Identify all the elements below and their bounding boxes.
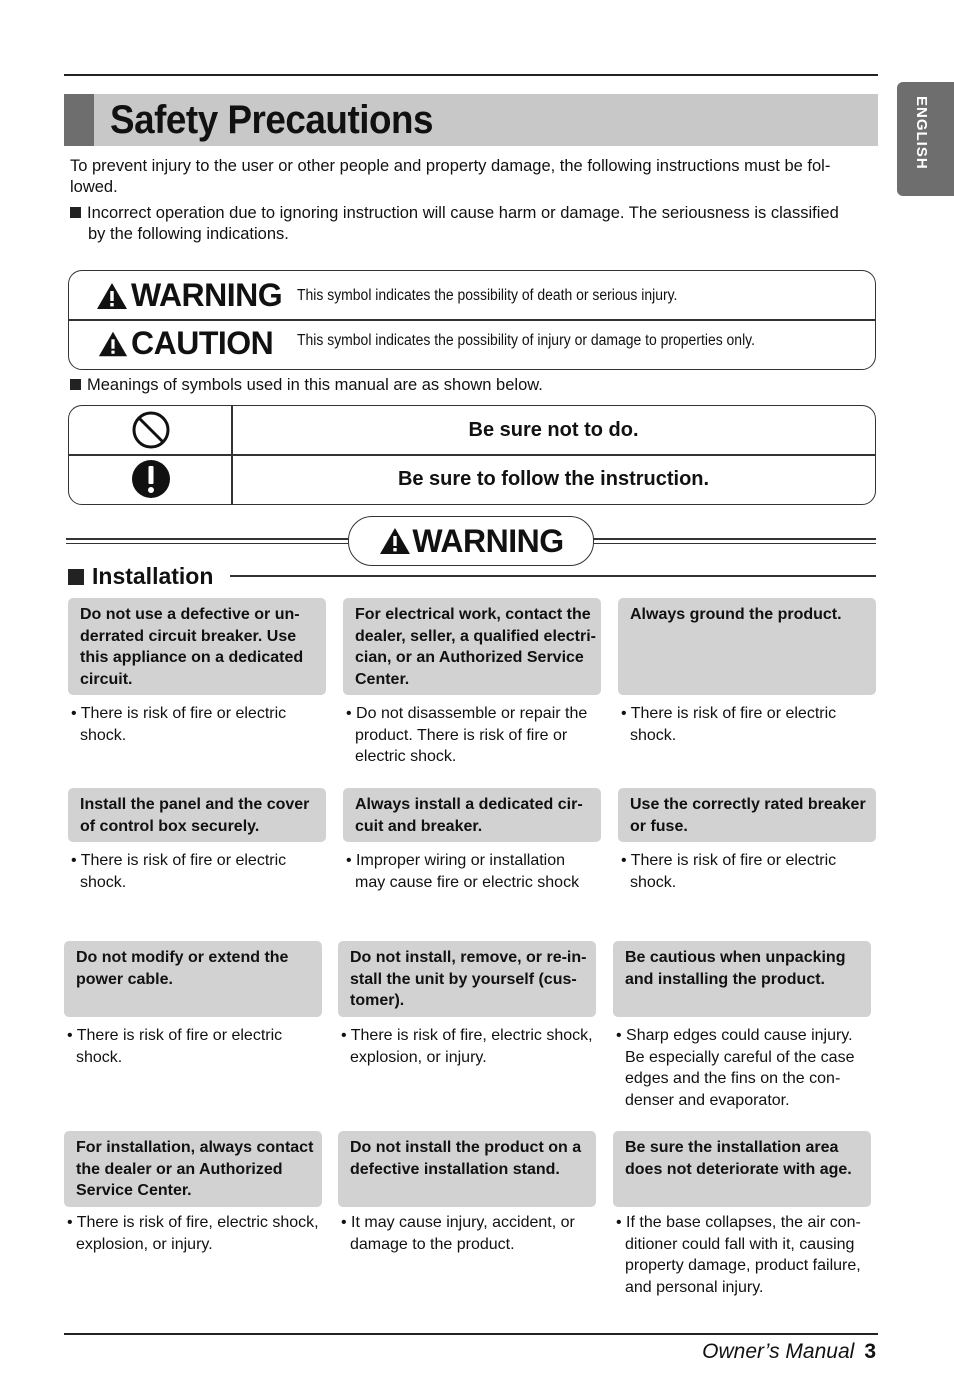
caution-signal (97, 325, 273, 362)
intro-line-2: lowed. (70, 178, 118, 196)
section-square-icon (68, 569, 84, 585)
warning-card-heading-line: Install the panel and the cover (80, 796, 310, 813)
page-number: 3 (864, 1340, 876, 1363)
warning-card-note-line: • There is risk of fire or electric (67, 1027, 283, 1044)
warning-card-heading-line: dealer, seller, a qualified electri- (355, 627, 597, 645)
warning-card-note-line: shock. (630, 726, 677, 744)
warning-card-heading-line: and installing the product. (625, 970, 825, 988)
warning-card-note-line: product. There is risk of fire or (355, 726, 568, 744)
caution-description: This symbol indicates the possibility of injury or damage to properties only. (297, 332, 755, 349)
warning-card-note-line: edges and the fins on the con- (625, 1070, 841, 1088)
section-rule (230, 575, 876, 577)
warning-card-heading-line: cian, or an Authorized Service (355, 649, 584, 667)
warning-card-heading-line: Center. (355, 671, 410, 689)
warning-card-note (614, 1025, 876, 1112)
warning-card-note-line: • Sharp edges could cause injury. (616, 1027, 853, 1044)
warning-card-note-line: • If the base collapses, the air con- (616, 1214, 861, 1231)
warning-card-heading (618, 788, 876, 842)
warning-triangle-icon (95, 281, 129, 311)
language-tab-label: ENGLISH (913, 96, 930, 170)
prohibition-icon (131, 410, 171, 450)
warning-card-heading-line: For electrical work, contact the (355, 606, 591, 623)
warning-card-heading-line: this appliance on a dedicated (80, 649, 304, 667)
warning-card-heading-line: Do not install the product on a (350, 1139, 582, 1156)
warning-card-heading-line: Always install a dedicated cir- (355, 796, 583, 813)
warning-card-note-line: • There is risk of fire or electric (71, 705, 287, 722)
warning-card-note (619, 703, 881, 746)
top-rule (64, 74, 878, 76)
warning-card-heading-line: Always ground the product. (630, 606, 842, 623)
caution-label: CAUTION (131, 325, 274, 361)
warning-card-note (614, 1212, 876, 1299)
bullet-meanings-text: Meanings of symbols used in this manual are as shown below. (87, 376, 543, 394)
page-title: Safety Precautions (110, 98, 434, 142)
intro-paragraph (70, 156, 870, 198)
warning-card-note (344, 850, 606, 893)
intro-line-1: To prevent injury to the user or other people and property damage, the following instructions must be fol- (70, 157, 831, 175)
warning-banner-rule-left (66, 538, 348, 540)
warning-card-note-line: explosion, or injury. (76, 1235, 213, 1253)
warning-description: This symbol indicates the possibility of death or serious injury. (297, 287, 678, 304)
symbol-meanings-box (68, 405, 876, 505)
warning-card-heading-line: Service Center. (76, 1182, 192, 1200)
warning-card-note-line: property damage, product failure, (625, 1257, 861, 1275)
warning-card-heading-line: stall the unit by yourself (cus- (350, 970, 577, 988)
prohibition-meaning: Be sure not to do. (468, 418, 639, 441)
warning-card-heading (338, 1131, 596, 1207)
warning-card-note-line: shock. (80, 726, 127, 744)
warning-card-heading-line: the dealer or an Authorized (76, 1160, 283, 1178)
warning-card-note-line: • Improper wiring or installation (346, 852, 566, 869)
warning-card-note-line: may cause fire or electric shock (355, 873, 580, 891)
warning-banner-rule-right (592, 538, 876, 540)
bullet-incorrect-line-2: by the following indications. (88, 225, 289, 243)
title-bar (64, 94, 878, 146)
warning-card-heading-line: of control box securely. (80, 817, 260, 835)
square-bullet-icon (70, 379, 81, 390)
warning-card-note (65, 1025, 327, 1068)
warning-card-note-line: • There is risk of fire, electric shock, (67, 1214, 319, 1231)
warning-card-heading (64, 941, 322, 1017)
warning-card-note-line: ditioner could fall with it, causing (625, 1235, 855, 1253)
warning-card-note (339, 1025, 601, 1068)
footer-label: Owner’s Manual (702, 1340, 855, 1363)
warning-card-heading-line: cuit and breaker. (355, 817, 483, 835)
warning-card-heading-line: Use the correctly rated breaker (630, 796, 866, 813)
warning-card-note (339, 1212, 601, 1255)
warning-card-heading-line: Do not install, remove, or re-in- (350, 949, 587, 966)
warning-card-heading (338, 941, 596, 1017)
warning-card-note (69, 850, 331, 893)
warning-card-heading-line: Do not use a defective or un- (80, 606, 300, 623)
warning-card-heading (613, 1131, 871, 1207)
warning-card-note (344, 703, 606, 768)
warning-card-heading (68, 788, 326, 842)
warning-card-note-line: shock. (80, 873, 127, 891)
warning-card-note-line: • Do not disassemble or repair the (346, 705, 588, 722)
warning-card-note-line: shock. (76, 1048, 123, 1066)
warning-card-heading-line: tomer). (350, 992, 405, 1010)
signal-word-box (68, 270, 876, 370)
exclamation-mandatory-icon (131, 459, 171, 499)
warning-label: WARNING (131, 277, 283, 313)
warning-card-heading-line: Be sure the installation area (625, 1139, 839, 1156)
warning-card-heading-line: For installation, always contact (76, 1139, 314, 1156)
bullet-symbol-meanings (70, 376, 543, 395)
warning-card-heading-line: Be cautious when unpacking (625, 949, 846, 966)
warning-card-heading (613, 941, 871, 1017)
warning-card-note-line: • It may cause injury, accident, or (341, 1214, 575, 1231)
warning-card-note-line: • There is risk of fire or electric (71, 852, 287, 869)
warning-card-heading-line: Do not modify or extend the (76, 949, 289, 966)
warning-card-note-line: and personal injury. (625, 1279, 764, 1297)
warning-banner (348, 516, 594, 566)
signal-word-divider (69, 319, 875, 321)
footer (702, 1340, 876, 1364)
language-tab (897, 82, 954, 196)
warning-card-note (65, 1212, 327, 1255)
warning-card-heading-line: does not deteriorate with age. (625, 1160, 852, 1178)
warning-card-note-line: • There is risk of fire, electric shock, (341, 1027, 593, 1044)
warning-banner-rule-left-thin (66, 543, 348, 544)
warning-card-heading (343, 598, 601, 695)
caution-triangle-icon (97, 329, 129, 359)
square-bullet-icon (70, 207, 81, 218)
section-installation (68, 563, 213, 590)
warning-card-note-line: • There is risk of fire or electric (621, 705, 837, 722)
warning-card-note-line: electric shock. (355, 748, 457, 766)
title-bar-mark (64, 94, 94, 146)
warning-card-heading (618, 598, 876, 695)
warning-card-heading-line: or fuse. (630, 817, 688, 835)
warning-card-heading-line: defective installation stand. (350, 1160, 560, 1178)
warning-card-note (619, 850, 881, 893)
warning-card-heading (68, 598, 326, 695)
section-title: Installation (92, 563, 214, 589)
warning-banner-label: WARNING (412, 522, 564, 559)
warning-card-note-line: damage to the product. (350, 1235, 515, 1253)
warning-card-note-line: denser and evaporator. (625, 1092, 790, 1110)
warning-card-note-line: shock. (630, 873, 677, 891)
warning-card-note-line: Be especially careful of the case (625, 1048, 855, 1066)
warning-card-note-line: • There is risk of fire or electric (621, 852, 837, 869)
warning-triangle-icon (378, 526, 412, 556)
warning-banner-rule-right-thin (592, 543, 876, 544)
bullet-incorrect-line-1: Incorrect operation due to ignoring instruction will cause harm or damage. The seriousness is classified (87, 204, 839, 222)
warning-signal (95, 277, 282, 314)
bullet-incorrect-operation (70, 203, 870, 245)
warning-card-heading-line: derrated circuit breaker. Use (80, 627, 297, 645)
warning-card-heading-line: circuit. (80, 671, 133, 689)
warning-card-note (69, 703, 331, 746)
warning-card-heading (64, 1131, 322, 1207)
warning-card-note-line: explosion, or injury. (350, 1048, 487, 1066)
mandatory-meaning: Be sure to follow the instruction. (397, 467, 710, 490)
warning-card-heading-line: power cable. (76, 970, 173, 988)
footer-rule (64, 1333, 878, 1335)
warning-card-heading (343, 788, 601, 842)
